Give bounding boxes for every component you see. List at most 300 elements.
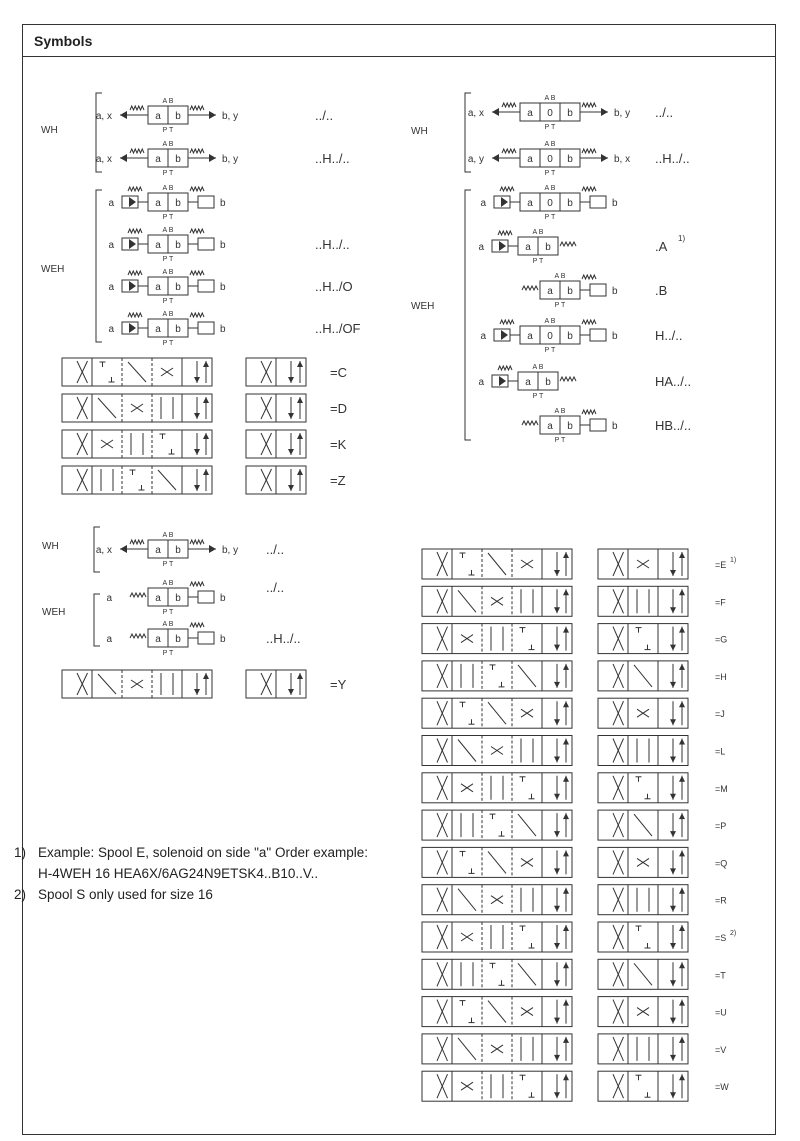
valve-left-5 bbox=[108, 311, 226, 347]
spool-arrowhead bbox=[679, 813, 685, 819]
ports-ab-label: A B bbox=[554, 408, 566, 415]
valve-right-4 bbox=[522, 273, 618, 309]
spool-arrowhead bbox=[670, 757, 676, 763]
footnote-1-example-text: H-4WEH 16 HEA6X/6AG24N9ETSK4..B10..V.. bbox=[38, 866, 319, 881]
valve-left-3 bbox=[108, 227, 226, 263]
spool-frame bbox=[422, 1071, 572, 1101]
solenoid-icon bbox=[198, 632, 214, 644]
ports-ab-label: A B bbox=[162, 532, 174, 539]
valve-box-label: b bbox=[175, 111, 181, 122]
code-right-6: HB../.. bbox=[655, 418, 692, 433]
valve-box-label: b bbox=[567, 286, 573, 297]
footnote-2-text: Spool S only used for size 16 bbox=[38, 887, 213, 902]
spring-icon bbox=[502, 103, 516, 107]
ports-ab-label: A B bbox=[162, 311, 174, 318]
spool-frame bbox=[598, 586, 688, 616]
spring-icon bbox=[128, 313, 142, 317]
code-bottom-2: ..H../.. bbox=[266, 631, 301, 646]
spool-arrowhead bbox=[554, 794, 560, 800]
side-label-left: a bbox=[480, 198, 486, 209]
valve-box-label: 0 bbox=[547, 154, 553, 165]
spool-small-right-2 bbox=[598, 624, 688, 654]
spool-small-left-2 bbox=[246, 430, 306, 458]
spool-arrowhead bbox=[563, 701, 569, 707]
valve-right-0 bbox=[468, 95, 630, 131]
spring-icon bbox=[522, 421, 538, 425]
spring-icon bbox=[130, 634, 146, 638]
ports-ab-label: A B bbox=[162, 185, 174, 192]
wh-label: WH bbox=[41, 125, 58, 136]
spool-arrowhead bbox=[679, 850, 685, 856]
spring-icon bbox=[582, 149, 596, 153]
spring-icon bbox=[130, 106, 144, 110]
spool-arrowhead bbox=[297, 469, 303, 475]
spool-arrowhead bbox=[670, 868, 676, 874]
spool-flow-line bbox=[518, 665, 536, 687]
spool-arrowhead bbox=[670, 607, 676, 613]
spool-flow-line bbox=[458, 740, 476, 762]
spool-arrowhead bbox=[563, 552, 569, 558]
valve-box-label: a bbox=[547, 421, 553, 432]
spool-flow-line bbox=[458, 889, 476, 911]
ports-pt-label: P T bbox=[162, 340, 174, 347]
valve-right-1 bbox=[468, 141, 630, 177]
weh-label: WEH bbox=[41, 264, 65, 275]
spool-arrowhead bbox=[563, 1000, 569, 1006]
footnote-1-text: Example: Spool E, solenoid on side "a" Order example: bbox=[38, 845, 369, 860]
spool-flow-line bbox=[128, 362, 146, 382]
ports-ab-label: A B bbox=[162, 580, 174, 587]
spool-big-right-9 bbox=[422, 885, 572, 915]
ports-pt-label: P T bbox=[162, 561, 174, 568]
footnote-2 bbox=[14, 884, 394, 905]
spool-small-right-7 bbox=[598, 810, 688, 840]
spool-flow-line bbox=[98, 398, 116, 418]
spool-flow-line bbox=[488, 553, 506, 575]
side-label-left: a, x bbox=[95, 154, 112, 165]
spool-arrowhead bbox=[297, 361, 303, 367]
spool-small-right-11 bbox=[598, 959, 688, 989]
valve-box-label: a bbox=[527, 108, 533, 119]
pilot-arrow-right bbox=[601, 108, 608, 116]
spring-icon bbox=[190, 540, 204, 544]
ports-ab-label: A B bbox=[162, 269, 174, 276]
side-label-right: b bbox=[220, 324, 226, 335]
ports-pt-label: P T bbox=[532, 258, 544, 265]
spool-small-right-10 bbox=[598, 922, 688, 952]
ports-pt-label: P T bbox=[162, 298, 174, 305]
spool-code-right-1: =F bbox=[715, 597, 726, 608]
spool-small-right-14 bbox=[598, 1071, 688, 1101]
ports-pt-label: P T bbox=[162, 127, 174, 134]
ports-ab-label: A B bbox=[162, 98, 174, 105]
valve-box-label: a bbox=[155, 545, 161, 556]
spool-code-left-2: =K bbox=[330, 437, 347, 452]
spool-arrowhead bbox=[554, 980, 560, 986]
side-label-right: b bbox=[612, 286, 618, 297]
code-right-a-note: 1) bbox=[678, 234, 686, 243]
valve-box-label: a bbox=[525, 242, 531, 253]
spool-arrowhead bbox=[679, 701, 685, 707]
side-label-right: b bbox=[220, 282, 226, 293]
spool-big-right-6 bbox=[422, 773, 572, 803]
footnote-1-example bbox=[14, 863, 394, 884]
spool-big-right-8 bbox=[422, 847, 572, 877]
spring-icon bbox=[190, 582, 204, 586]
ports-pt-label: P T bbox=[554, 302, 566, 309]
spool-small-left-0 bbox=[246, 358, 306, 386]
spool-arrowhead bbox=[670, 1018, 676, 1024]
valve-left-4 bbox=[108, 269, 226, 305]
side-label-right: b bbox=[220, 198, 226, 209]
ports-ab-label: A B bbox=[544, 141, 556, 148]
valve-box-label: a bbox=[155, 198, 161, 209]
code-bottom-1: ../.. bbox=[266, 580, 285, 595]
valve-box-label: b bbox=[567, 421, 573, 432]
spool-small-right-5 bbox=[598, 736, 688, 766]
solenoid-icon bbox=[590, 284, 606, 296]
valve-box-label: b bbox=[567, 154, 573, 165]
spool-code-left-0: =C bbox=[330, 365, 347, 380]
spool-flow-line bbox=[458, 590, 476, 612]
spool-big-left-3 bbox=[62, 466, 212, 494]
spool-big-right-5 bbox=[422, 736, 572, 766]
code-bottom-0: ../.. bbox=[266, 542, 285, 557]
spool-frame bbox=[422, 773, 572, 803]
spool-arrowhead bbox=[670, 794, 676, 800]
ports-pt-label: P T bbox=[554, 437, 566, 444]
valve-bottom-2 bbox=[106, 621, 226, 657]
side-label-right: b, y bbox=[222, 111, 239, 122]
spring-icon bbox=[502, 149, 516, 153]
side-label-right: b, y bbox=[222, 545, 239, 556]
spool-arrowhead bbox=[670, 831, 676, 837]
spool-big-left-2 bbox=[62, 430, 212, 458]
valve-box-label: a bbox=[527, 331, 533, 342]
spool-arrowhead bbox=[670, 645, 676, 651]
valve-right-6 bbox=[478, 364, 576, 400]
code-right-0: ../.. bbox=[655, 105, 674, 120]
side-label-right: b bbox=[612, 421, 618, 432]
code-right-1: ..H../.. bbox=[655, 151, 690, 166]
spool-arrowhead bbox=[563, 664, 569, 670]
side-label-left: a bbox=[108, 324, 114, 335]
spool-big-right-1 bbox=[422, 586, 572, 616]
valve-box-label: a bbox=[155, 282, 161, 293]
spring-icon bbox=[190, 313, 204, 317]
spool-arrowhead bbox=[679, 776, 685, 782]
side-label-right: b bbox=[220, 634, 226, 645]
spool-arrowhead bbox=[563, 739, 569, 745]
spool-small-right-12 bbox=[598, 997, 688, 1027]
pilot-triangle-icon bbox=[129, 323, 136, 333]
spool-code-right-12: =U bbox=[715, 1007, 727, 1018]
spool-arrowhead bbox=[563, 1037, 569, 1043]
ports-pt-label: P T bbox=[162, 256, 174, 263]
ports-ab-label: A B bbox=[162, 141, 174, 148]
footnote-1 bbox=[14, 842, 394, 863]
spool-flow-line bbox=[634, 814, 652, 836]
spool-frame bbox=[422, 922, 572, 952]
spool-arrowhead bbox=[554, 831, 560, 837]
spool-frame bbox=[422, 959, 572, 989]
spool-arrowhead bbox=[554, 719, 560, 725]
spool-arrowhead bbox=[194, 413, 200, 419]
spool-small-right-13 bbox=[598, 1034, 688, 1064]
side-label-left: a, x bbox=[467, 108, 484, 119]
spool-arrowhead bbox=[679, 925, 685, 931]
spool-arrowhead bbox=[679, 627, 685, 633]
spool-arrowhead bbox=[554, 1092, 560, 1098]
spool-flow-line bbox=[488, 851, 506, 873]
valve-box-label: a bbox=[155, 154, 161, 165]
spring-icon bbox=[500, 320, 514, 324]
ports-ab-label: A B bbox=[544, 95, 556, 102]
spool-arrowhead bbox=[554, 868, 560, 874]
spool-arrowhead bbox=[563, 962, 569, 968]
weh-bracket-right bbox=[465, 190, 471, 440]
valve-box-label: b bbox=[175, 198, 181, 209]
valve-bottom-0 bbox=[96, 532, 238, 568]
spool-arrowhead bbox=[670, 1055, 676, 1061]
pilot-arrow-right bbox=[209, 154, 216, 162]
ports-pt-label: P T bbox=[162, 170, 174, 177]
side-label-left: a bbox=[108, 282, 114, 293]
spool-arrowhead bbox=[554, 1055, 560, 1061]
ports-ab-label: A B bbox=[162, 227, 174, 234]
code-left-2: ..H../.. bbox=[315, 237, 350, 252]
side-label-left: a, x bbox=[95, 545, 112, 556]
pilot-triangle-icon bbox=[129, 239, 136, 249]
spool-code-right-2: =G bbox=[715, 634, 728, 645]
side-label-right: b, y bbox=[614, 108, 631, 119]
spring-icon bbox=[582, 103, 596, 107]
spool-flow-line bbox=[488, 1001, 506, 1023]
spool-flow-line bbox=[158, 470, 176, 490]
valve-box-label: a bbox=[155, 634, 161, 645]
spool-code-right-4: =J bbox=[715, 709, 725, 720]
valve-box-label: a bbox=[155, 111, 161, 122]
ports-ab-label: A B bbox=[162, 621, 174, 628]
spool-big-left-1 bbox=[62, 394, 212, 422]
spool-code-bottom-0: =Y bbox=[330, 677, 347, 692]
spool-arrowhead bbox=[679, 888, 685, 894]
side-label-right: b bbox=[220, 240, 226, 251]
weh-label-right: WEH bbox=[411, 301, 435, 312]
valve-left-0 bbox=[96, 98, 238, 134]
side-label-right: b bbox=[612, 331, 618, 342]
spool-arrowhead bbox=[670, 719, 676, 725]
spool-arrowhead bbox=[203, 673, 209, 679]
spool-big-bottom-0 bbox=[62, 670, 212, 698]
spool-big-right-2 bbox=[422, 624, 572, 654]
spring-icon bbox=[582, 320, 596, 324]
spool-small-right-6 bbox=[598, 773, 688, 803]
ports-pt-label: P T bbox=[162, 650, 174, 657]
spring-icon bbox=[500, 187, 514, 191]
valve-box-label: a bbox=[155, 593, 161, 604]
valve-box-label: b bbox=[567, 198, 573, 209]
spool-small-bottom-0 bbox=[246, 670, 306, 698]
code-right-3: .B bbox=[655, 283, 668, 298]
spool-big-right-7 bbox=[422, 810, 572, 840]
spool-flow-line bbox=[634, 665, 652, 687]
valve-right-5 bbox=[480, 318, 618, 354]
spool-small-right-9 bbox=[598, 885, 688, 915]
spool-small-left-3 bbox=[246, 466, 306, 494]
spool-code-right-3: =H bbox=[715, 671, 727, 682]
solenoid-icon bbox=[590, 329, 606, 341]
spool-arrowhead bbox=[563, 925, 569, 931]
spool-frame bbox=[598, 773, 688, 803]
spring-icon bbox=[190, 271, 204, 275]
spool-flow-line bbox=[488, 702, 506, 724]
ports-pt-label: P T bbox=[532, 393, 544, 400]
spring-icon bbox=[522, 286, 538, 290]
spring-icon bbox=[190, 623, 204, 627]
pilot-triangle-icon bbox=[501, 197, 508, 207]
valve-box-label: b bbox=[175, 634, 181, 645]
code-left-4: ..H../OF bbox=[315, 321, 361, 336]
spool-arrowhead bbox=[670, 1092, 676, 1098]
spool-frame bbox=[62, 430, 212, 458]
solenoid-icon bbox=[590, 419, 606, 431]
pilot-arrow-right bbox=[601, 154, 608, 162]
footnote-2-mark: 2) bbox=[14, 887, 27, 902]
spool-arrowhead bbox=[554, 906, 560, 912]
spool-code-right-6: =M bbox=[715, 783, 728, 794]
spool-arrowhead bbox=[297, 397, 303, 403]
solenoid-icon bbox=[198, 322, 214, 334]
spool-small-right-3 bbox=[598, 661, 688, 691]
valve-box-label: b bbox=[545, 242, 551, 253]
pilot-arrow-right bbox=[209, 111, 216, 119]
ports-ab-label: A B bbox=[532, 364, 544, 371]
solenoid-icon bbox=[198, 280, 214, 292]
side-label-left: a bbox=[106, 593, 112, 604]
valve-box-label: a bbox=[527, 198, 533, 209]
spool-frame bbox=[598, 1034, 688, 1064]
spool-arrowhead bbox=[288, 449, 294, 455]
valve-box-label: a bbox=[547, 286, 553, 297]
spool-small-right-4 bbox=[598, 698, 688, 728]
weh-bracket-bottom bbox=[94, 594, 100, 646]
pilot-arrow-right bbox=[209, 545, 216, 553]
valve-box-label: b bbox=[175, 593, 181, 604]
solenoid-icon bbox=[198, 591, 214, 603]
footnotes bbox=[14, 842, 394, 905]
spool-arrowhead bbox=[679, 1037, 685, 1043]
ports-ab-label: A B bbox=[554, 273, 566, 280]
spool-arrowhead bbox=[203, 361, 209, 367]
spring-icon bbox=[190, 187, 204, 191]
spool-arrowhead bbox=[297, 673, 303, 679]
spool-flow-line bbox=[458, 1038, 476, 1060]
spool-arrowhead bbox=[288, 485, 294, 491]
valve-box-label: 0 bbox=[547, 331, 553, 342]
spool-code-right-9: =R bbox=[715, 895, 727, 906]
valve-box-label: b bbox=[175, 282, 181, 293]
code-left-1: ..H../.. bbox=[315, 151, 350, 166]
spool-arrowhead bbox=[288, 377, 294, 383]
side-label-left: a bbox=[478, 242, 484, 253]
solenoid-icon bbox=[198, 196, 214, 208]
side-label-left: a, x bbox=[95, 111, 112, 122]
spool-arrowhead bbox=[679, 1074, 685, 1080]
spool-big-right-3 bbox=[422, 661, 572, 691]
spool-code-right-8: =Q bbox=[715, 858, 728, 869]
ports-pt-label: P T bbox=[162, 609, 174, 616]
spring-icon bbox=[190, 106, 204, 110]
spool-arrowhead bbox=[563, 1074, 569, 1080]
pilot-arrow-left bbox=[492, 108, 499, 116]
spool-arrowhead bbox=[203, 397, 209, 403]
spool-small-right-1 bbox=[598, 586, 688, 616]
spool-frame bbox=[598, 922, 688, 952]
pilot-triangle-icon bbox=[129, 197, 136, 207]
spool-arrowhead bbox=[554, 943, 560, 949]
spool-frame bbox=[598, 624, 688, 654]
code-left-3: ..H../O bbox=[315, 279, 353, 294]
spring-icon bbox=[560, 242, 576, 246]
spool-arrowhead bbox=[679, 1000, 685, 1006]
spool-arrowhead bbox=[554, 682, 560, 688]
spool-frame bbox=[62, 466, 212, 494]
spool-code-right-note-0: 1) bbox=[730, 557, 737, 564]
spool-arrowhead bbox=[670, 906, 676, 912]
solenoid-icon bbox=[198, 238, 214, 250]
spool-arrowhead bbox=[563, 850, 569, 856]
spring-icon bbox=[582, 187, 596, 191]
spool-arrowhead bbox=[679, 739, 685, 745]
valve-box-label: b bbox=[567, 108, 573, 119]
footnote-1-mark: 1) bbox=[14, 845, 27, 860]
side-label-right: b bbox=[220, 593, 226, 604]
spool-code-right-11: =T bbox=[715, 970, 726, 981]
spool-code-right-7: =P bbox=[715, 821, 727, 832]
spool-arrowhead bbox=[670, 980, 676, 986]
spring-icon bbox=[498, 366, 512, 370]
spool-code-left-1: =D bbox=[330, 401, 347, 416]
spool-frame bbox=[598, 1071, 688, 1101]
spool-small-left-1 bbox=[246, 394, 306, 422]
valve-box-label: 0 bbox=[547, 108, 553, 119]
spring-icon bbox=[560, 377, 576, 381]
valve-box-label: a bbox=[525, 377, 531, 388]
valve-right-2 bbox=[480, 185, 618, 221]
spool-code-right-10: =S bbox=[715, 933, 727, 943]
spool-code-right-13: =V bbox=[715, 1044, 727, 1055]
spool-arrowhead bbox=[554, 570, 560, 576]
spool-big-right-4 bbox=[422, 698, 572, 728]
valve-right-7 bbox=[522, 408, 618, 444]
code-right-5: HA../.. bbox=[655, 374, 692, 389]
spool-arrowhead bbox=[670, 682, 676, 688]
spool-arrowhead bbox=[563, 627, 569, 633]
code-left-0: ../.. bbox=[315, 108, 334, 123]
spool-code-right-5: =L bbox=[715, 746, 726, 757]
spool-arrowhead bbox=[563, 589, 569, 595]
valve-box-label: b bbox=[175, 324, 181, 335]
valve-box-label: b bbox=[175, 240, 181, 251]
side-label-left: a bbox=[480, 331, 486, 342]
valve-box-label: b bbox=[175, 154, 181, 165]
spool-arrowhead bbox=[554, 645, 560, 651]
spool-arrowhead bbox=[670, 943, 676, 949]
pilot-arrow-left bbox=[492, 154, 499, 162]
spool-flow-line bbox=[518, 814, 536, 836]
side-label-left: a bbox=[478, 377, 484, 388]
